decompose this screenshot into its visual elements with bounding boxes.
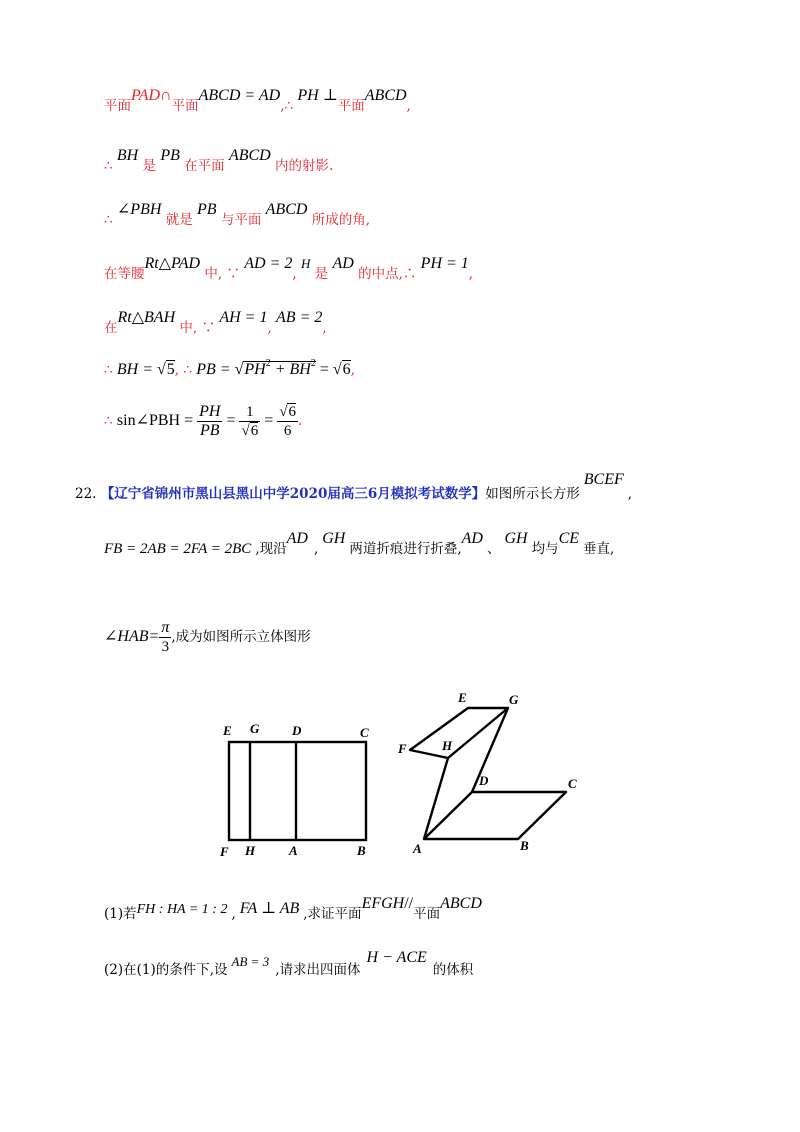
label-h: H (245, 843, 256, 858)
text: ,请求出四面体 (275, 962, 361, 978)
label-e: E (458, 690, 467, 705)
because: ∵ (201, 320, 216, 336)
math: BCEF (583, 471, 624, 488)
label-g: G (250, 721, 260, 736)
comma: , (231, 906, 236, 922)
therefore: ∴ (104, 362, 113, 378)
label-g: G (509, 692, 519, 707)
text: 内的射影. (275, 158, 334, 174)
text: ,成为如图所示立体图形 (171, 629, 311, 645)
comma: , (468, 266, 474, 282)
comma: , (627, 486, 633, 502)
math: AD (332, 255, 354, 272)
text: 是 (142, 158, 157, 174)
problem-line-2 (104, 530, 615, 557)
math: sin∠PBH = (116, 412, 198, 429)
text: (2)在(1)的条件下,设 (104, 962, 228, 978)
question-1 (104, 895, 482, 922)
math: Rt△PAD (144, 255, 201, 272)
math: AD (461, 530, 483, 547)
fraction-sqrt6-6: $\frac{√6}{6}$ (279, 404, 296, 439)
folded-labels (397, 690, 577, 856)
math: FA ⊥ AB (239, 900, 300, 917)
math: PH = 1 (420, 255, 469, 272)
solution-line-3 (104, 201, 371, 228)
flat-rectangle (229, 742, 366, 840)
math: // (404, 895, 414, 912)
text: 与平面 (220, 212, 262, 228)
math: 2 (310, 358, 316, 369)
label-e: E (223, 723, 232, 738)
text: ,现沿 (255, 541, 287, 557)
text: 的体积 (432, 962, 474, 978)
therefore: ∴ (183, 362, 192, 378)
therefore: ∴ (104, 158, 113, 174)
problem-line-1 (75, 471, 633, 502)
math: H (300, 256, 311, 271)
math: GH (504, 530, 528, 547)
solution-line-5 (104, 309, 327, 336)
math-pb (196, 358, 351, 378)
label-d: D (479, 773, 489, 788)
math-sin (116, 403, 298, 439)
math: ABCD = AD (198, 87, 281, 104)
label-h: H (442, 738, 453, 753)
text: 所成的角, (311, 212, 371, 228)
label-d: D (292, 723, 302, 738)
math: PH ⊥ (297, 87, 338, 104)
fraction-pi-3 (159, 620, 171, 655)
sqrt-sign: √ (234, 361, 244, 378)
label-c: C (568, 776, 577, 791)
text: 平面 (104, 98, 131, 114)
math: FB = 2AB = 2FA = 2BC (104, 541, 252, 557)
text: 平面 (413, 906, 441, 922)
math: CE (558, 530, 580, 547)
label-f: F (398, 741, 407, 756)
solution-line-7 (104, 404, 302, 439)
problem-line-3 (104, 620, 311, 655)
text: 在平面 (184, 158, 225, 174)
text: 平面 (171, 98, 199, 114)
period: . (297, 413, 303, 429)
text: 均与 (531, 541, 559, 557)
problem-number: 22. (75, 486, 97, 502)
text: 垂直, (583, 541, 615, 557)
numerator: π (161, 619, 170, 636)
comma: , (267, 320, 272, 336)
math: H − ACE (366, 949, 427, 966)
comma: , (292, 266, 297, 282)
fraction-ph-pb (197, 404, 222, 439)
math: ABCD (265, 201, 308, 218)
math: AD (286, 530, 308, 547)
math: + BH (270, 361, 311, 378)
geometry-figure (0, 680, 800, 880)
math: ABCD (440, 895, 482, 912)
math: = (315, 361, 333, 378)
text: 是 (314, 266, 329, 282)
math: PB (160, 147, 180, 164)
math-bh (117, 362, 175, 378)
text: 在等腰 (104, 266, 145, 282)
math: BH = (116, 361, 158, 378)
math: 2 (265, 358, 271, 369)
numerator: 6 (288, 404, 296, 420)
math: Rt△BAH (117, 309, 176, 326)
problem-source: 【辽宁省锦州市黑山县黑山中学2020届高三6月模拟考试数学】 (100, 486, 486, 502)
math: EFGH (361, 895, 405, 912)
comma: , (313, 541, 319, 557)
math: AB = 3 (231, 954, 270, 969)
therefore: ∴ (104, 212, 113, 228)
denominator: 6 (283, 423, 292, 439)
math: BH (116, 147, 139, 164)
comma: , (322, 320, 327, 336)
fraction-1-sqrt6: $\frac{1}{√6}$ (241, 404, 259, 439)
label-c: C (360, 725, 369, 740)
question-2 (104, 949, 474, 978)
text: 中, (179, 320, 198, 336)
solution-line-1 (104, 87, 411, 114)
math: FH : HA = 1 : 2 (136, 902, 228, 917)
face-efgh (410, 708, 508, 758)
math: AD = 2 (244, 255, 293, 272)
comma: , (406, 98, 411, 114)
text: 的中点, (358, 266, 403, 282)
math: ABCD (228, 147, 271, 164)
math: = (260, 412, 278, 429)
numerator: 1 (239, 404, 260, 422)
text: 在 (104, 320, 118, 336)
sqrt-sign: √ (157, 361, 166, 378)
text: (1)若 (104, 906, 137, 922)
math: ∠PBH (116, 201, 162, 218)
text: 就是 (165, 212, 193, 228)
because: ∵ (226, 266, 240, 282)
math: GH (322, 530, 346, 547)
math: 5 (166, 361, 175, 378)
text: 平面 (337, 98, 365, 114)
solution-line-6 (104, 358, 355, 378)
comma: , (174, 362, 180, 378)
math: PB (197, 201, 217, 218)
therefore: ∴ (104, 413, 113, 429)
sqrt-sign: √ (332, 361, 342, 378)
denominator: 6 (250, 423, 259, 439)
math: = (222, 412, 240, 429)
comma: , (350, 362, 355, 378)
math: AH = 1 (219, 309, 268, 326)
edge-gd (472, 708, 508, 792)
math: PB = (196, 361, 235, 378)
math: PH (244, 361, 266, 378)
label-b: B (357, 843, 366, 858)
math: 6 (342, 361, 351, 378)
face-abcd (424, 792, 566, 839)
solution-line-2 (104, 147, 334, 174)
therefore: ,∴ (280, 98, 294, 114)
text: 中, (204, 266, 223, 282)
math: ∠HAB= (104, 628, 160, 645)
denominator: PB (200, 422, 220, 439)
label-f: F (220, 844, 229, 859)
label-a: A (413, 841, 422, 856)
text: ,求证平面 (303, 906, 362, 922)
numerator: PH (199, 403, 221, 420)
solution-line-4 (104, 255, 474, 282)
math: AB = 2 (276, 309, 323, 326)
text: 两道折痕进行折叠, (349, 541, 462, 557)
math: PAD∩ (131, 87, 172, 104)
denominator: 3 (161, 639, 170, 655)
math: ABCD (364, 87, 407, 104)
label-b: B (520, 838, 529, 853)
text: 、 (486, 541, 501, 557)
therefore: ∴ (402, 266, 417, 282)
label-a: A (289, 843, 298, 858)
text: 如图所示长方形 (485, 486, 580, 502)
